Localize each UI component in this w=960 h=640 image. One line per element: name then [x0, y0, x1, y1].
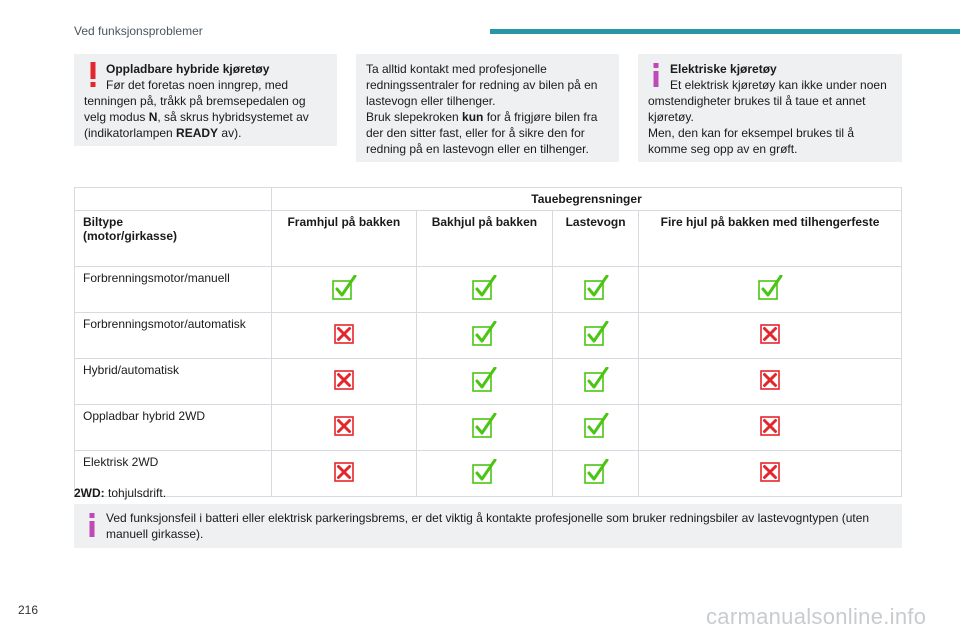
rescue-text-bold: kun: [462, 110, 484, 124]
table-cell: [553, 359, 639, 405]
cross-icon: [757, 413, 783, 439]
row-label: Forbrenningsmotor/manuell: [75, 267, 272, 313]
warning-box-hybrid: [74, 54, 337, 146]
checkmark-icon: [583, 413, 609, 439]
watermark: carmanualsonline.info: [706, 604, 927, 629]
checkmark-icon: [471, 275, 497, 301]
table-row: [75, 359, 902, 405]
checkmark-icon: [757, 275, 783, 301]
table-cell: [272, 451, 417, 497]
info-icon: [652, 63, 660, 87]
info-box-electric: [638, 54, 902, 162]
battery-note-text: Ved funksjonsfeil i batteri eller elektrisk parkeringsbrems, er det viktig å kontakte profesjonelle som bruker redningsbiler av lastevogntypen (uten manuell girkasse).: [106, 511, 870, 541]
checkmark-icon: [471, 321, 497, 347]
table-cell: [272, 267, 417, 313]
table-column-header-row: [75, 211, 902, 267]
table-cell: [272, 313, 417, 359]
table-corner-cell: [75, 188, 272, 211]
warning-text-mid: , så skrus hybridsystemet av (indikatorlampen: [84, 110, 309, 140]
cross-icon: [757, 321, 783, 347]
mode-n-label: N: [148, 110, 158, 124]
row-label: Elektrisk 2WD: [75, 451, 272, 497]
rescue-text-line2-pre: Bruk slepekroken: [366, 110, 463, 124]
info-box-rescue: [356, 54, 619, 162]
rescue-text-line2-post: for å frigjøre bilen fra der den sitter fast, eller for å sikre den for redning på en lastevogn eller en tilhenger.: [366, 110, 598, 156]
checkmark-icon: [331, 275, 357, 301]
table-cell: [639, 451, 902, 497]
column-header: Fire hjul på bakken med tilhengerfeste: [639, 211, 902, 267]
table-cell: [553, 451, 639, 497]
table-cell: [639, 359, 902, 405]
checkmark-icon: [471, 459, 497, 485]
table-row: [75, 267, 902, 313]
table-group-header: Tauebegrensninger: [272, 188, 902, 211]
cross-icon: [331, 413, 357, 439]
table-cell: [416, 405, 552, 451]
cross-icon: [331, 367, 357, 393]
warning-exclamation-icon: [88, 62, 98, 88]
table-row: [75, 313, 902, 359]
page-number: 216: [18, 603, 39, 617]
row-label: Forbrenningsmotor/automatisk: [75, 313, 272, 359]
column-header: Bakhjul på bakken: [416, 211, 552, 267]
cross-icon: [757, 367, 783, 393]
checkmark-icon: [583, 321, 609, 347]
cross-icon: [757, 459, 783, 485]
table-row: [75, 405, 902, 451]
table-cell: [416, 359, 552, 405]
column-header: Framhjul på bakken: [272, 211, 417, 267]
table-cell: [639, 405, 902, 451]
checkmark-icon: [583, 367, 609, 393]
table-cell: [553, 405, 639, 451]
table-cell: [553, 267, 639, 313]
cross-icon: [331, 459, 357, 485]
warning-text-post: av).: [218, 126, 242, 140]
checkmark-icon: [583, 459, 609, 485]
table-cell: [416, 267, 552, 313]
column-header: Lastevogn: [553, 211, 639, 267]
table-cell: [416, 451, 552, 497]
row-label: Hybrid/automatisk: [75, 359, 272, 405]
note-term: 2WD:: [74, 486, 105, 500]
table-cell: [553, 313, 639, 359]
rescue-text-line1: Ta alltid kontakt med profesjonelle redningssentraler for redning av bilen på en lastevogn eller tilhenger.: [366, 62, 598, 108]
info-box-battery: [74, 504, 902, 548]
abbreviation-note: [74, 486, 166, 500]
table-row-header: Biltype (motor/girkasse): [75, 211, 272, 267]
electric-text-line1: Et elektrisk kjøretøy kan ikke under noen omstendigheter brukes til å taue et annet kjøretøy.: [648, 78, 887, 124]
table-cell: [272, 405, 417, 451]
electric-box-title: Elektriske kjøretøy: [670, 62, 777, 76]
section-title: Ved funksjonsproblemer: [74, 24, 203, 38]
ready-label: READY: [176, 126, 219, 140]
table-cell: [272, 359, 417, 405]
warning-text-pre: Før det foretas noen inngrep, med tenningen på, tråkk på bremsepedalen og velg modus: [84, 78, 306, 124]
table-row: [75, 451, 902, 497]
info-icon: [88, 513, 96, 537]
checkmark-icon: [471, 367, 497, 393]
towing-restrictions-table: [74, 187, 902, 497]
checkmark-icon: [471, 413, 497, 439]
note-definition: tohjulsdrift.: [104, 486, 167, 500]
electric-text-line2: Men, den kan for eksempel brukes til å komme seg opp av en grøft.: [648, 126, 855, 156]
warning-box-title: Oppladbare hybride kjøretøy: [106, 62, 270, 76]
table-cell: [639, 313, 902, 359]
row-label: Oppladbar hybrid 2WD: [75, 405, 272, 451]
table-cell: [639, 267, 902, 313]
table-cell: [416, 313, 552, 359]
cross-icon: [331, 321, 357, 347]
header-accent-bar: [490, 29, 960, 34]
checkmark-icon: [583, 275, 609, 301]
